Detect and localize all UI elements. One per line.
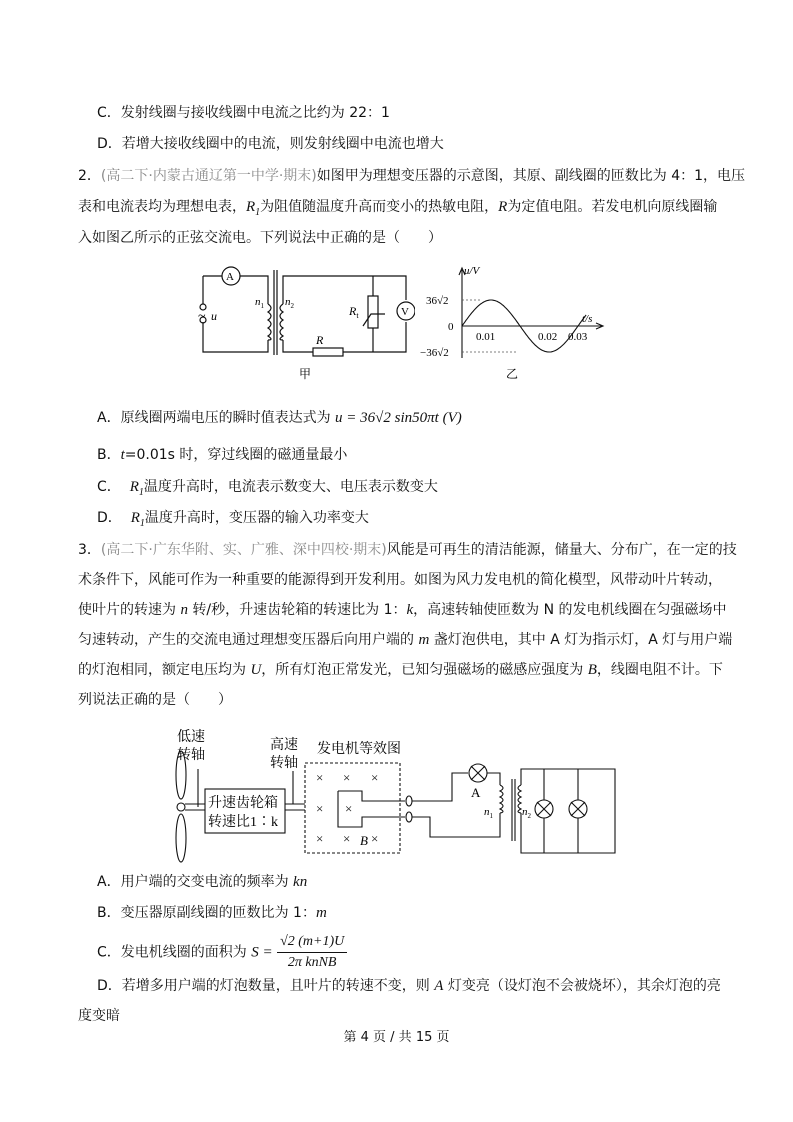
q2-option-d-text: 温度升高时，变压器的输入功率变大	[144, 510, 369, 526]
thermistor-icon	[368, 296, 378, 328]
lamp-a-label: A	[471, 785, 481, 800]
generator-title: 发电机等效图	[317, 742, 401, 757]
x-tick-0-03: 0.03	[568, 331, 588, 343]
q3-option-d-line2: 度变暗	[78, 1008, 120, 1024]
m-symbol-b: m	[315, 905, 327, 921]
q2-stem-line2	[78, 197, 717, 223]
q1-option-d: D．若增大接收线圈中的电流，则发射线圈中电流也增大	[97, 136, 444, 152]
q3-stem-line2: 术条件下，风能可作为一种重要的能源得到开发利用。如图为风力发电机的简化模型，风带动叶片转动，	[78, 572, 722, 588]
q3-number: 3．	[78, 542, 101, 558]
q2-option-b-text: =0.01s 时，穿过线圈的磁通量最小	[124, 447, 348, 463]
page-footer: 第 4 页 / 共 15 页	[343, 1030, 450, 1045]
u-symbol: U	[250, 662, 262, 678]
k-symbol: k	[406, 602, 414, 618]
circuit-figure-jia	[195, 260, 415, 389]
y-axis-label: u/V	[464, 265, 480, 277]
y-max-label: 36√2	[426, 295, 449, 307]
area-formula-lhs: S =	[251, 944, 273, 961]
svg-text:×: ×	[345, 801, 353, 816]
q2-number: 2．	[78, 168, 101, 184]
r-label: R	[316, 333, 324, 347]
q3-option-a: A．用户端的交变电流的频率为 kn	[97, 874, 308, 890]
area-formula-numerator: √2 (m+1)U	[277, 932, 347, 953]
r1-symbol-d: R	[130, 510, 140, 526]
q3-stem-line4: 匀速转动，产生的交流电通过理想变压器后向用户端的 m 盏灯泡供电，其中 A 灯为指示灯，A 灯与用户端	[78, 632, 733, 648]
r-symbol: R	[498, 199, 508, 215]
q3-option-b: B．变压器原副线圈的匝数比为 1：m	[97, 905, 327, 921]
svg-text:×: ×	[316, 831, 324, 846]
area-formula-denominator: 2π knNB	[287, 955, 337, 970]
q2-option-c	[97, 477, 438, 503]
ammeter-label: A	[226, 271, 234, 283]
r1-subscript-c: 1	[138, 486, 144, 498]
svg-text:×: ×	[343, 770, 351, 785]
q3-option-d-line1: D．若增多用户端的灯泡数量，且叶片的转速不变，则 A 灯变亮（设灯泡不会被烧坏），其余灯泡的亮	[97, 978, 721, 994]
x-tick-0-02: 0.02	[538, 331, 558, 343]
q2-option-c-text: 温度升高时，电流表示数变大、电压表示数变大	[143, 479, 438, 495]
r1-symbol: R	[246, 199, 256, 215]
voltmeter-label: V	[401, 306, 409, 318]
high-speed-label-1: 高速	[270, 738, 298, 753]
waveform-figure-yi	[420, 262, 610, 391]
figure-caption-jia: 甲	[299, 367, 312, 381]
ac-source-symbol: ~	[198, 309, 206, 324]
r1-symbol-c: R	[129, 479, 139, 495]
low-speed-label-1: 低速	[177, 730, 205, 745]
x-tick-0-01: 0.01	[476, 331, 496, 343]
q3-stem-line3: 使叶片的转速为 n 转/秒，升速齿轮箱的转速比为 1：k，高速转轴使匝数为 N 的发电机线圈在匀强磁场中	[78, 602, 727, 618]
high-speed-label-2: 转轴	[270, 756, 298, 771]
y-min-label: −36√2	[420, 347, 449, 359]
area-formula-fraction	[277, 932, 347, 973]
svg-text:×: ×	[316, 801, 324, 816]
t-symbol: t	[120, 447, 125, 463]
q3-source: (高二下·广东华附、实、广雅、深中四校·期末)	[100, 542, 387, 558]
n2-label: $n_2$	[285, 296, 294, 310]
resistor-r-icon	[313, 348, 343, 356]
q2-option-b: B．t=0.01s 时，穿过线圈的磁通量最小	[97, 447, 348, 463]
q3-stem-line1	[78, 540, 737, 560]
b-symbol: B	[587, 662, 597, 678]
hub-icon	[177, 803, 185, 811]
source-voltage-label: u	[211, 309, 217, 323]
r1-subscript: 1	[255, 206, 261, 218]
gearbox-label-1: 升速齿轮箱	[208, 796, 278, 811]
q3-n1-label: $n_1$	[484, 806, 493, 820]
q2-option-d-label: D．	[97, 510, 122, 526]
q2-stem-line1	[78, 166, 745, 186]
gearbox-label-2: 转速比1∶k	[208, 815, 278, 830]
q3-stem-line6: 列说法正确的是（ ）	[78, 692, 232, 708]
q2-option-a-text: A．原线圈两端电压的瞬时值表达式为	[97, 410, 336, 426]
q3-stem-text1: 风能是可再生的清洁能源，储量大、分布广，在一定的技	[386, 542, 737, 558]
svg-text:×: ×	[371, 831, 379, 846]
svg-text:×: ×	[316, 770, 324, 785]
q2-stem-text2c: 为定值电阻。若发电机向原线圈输	[507, 199, 718, 215]
q3-option-c: C．发电机线圈的面积为 S = $\frac{√2 (m+1)U}{\text{2π knNB}}$	[97, 932, 347, 972]
m-symbol: m	[418, 632, 430, 648]
q2-source: (高二下·内蒙古通辽第一中学·期末)	[100, 168, 317, 184]
q3-n2-label: $n_2$	[522, 806, 531, 820]
q2-stem-text2a: 表和电流表均为理想电表，	[78, 199, 246, 215]
q2-option-c-label: C．	[97, 479, 121, 495]
q1-option-c: C．发射线圈与接收线圈中电流之比约为 22：1	[97, 105, 390, 121]
lamp-a-symbol: A	[434, 978, 444, 994]
r1-subscript-d: 1	[139, 517, 145, 529]
x-axis-label: t/s	[582, 313, 593, 325]
low-speed-label-2: 转轴	[177, 748, 205, 763]
n1-label: $n_1$	[255, 296, 264, 310]
q2-option-a-formula: u = 36√2 sin50πt (V)	[335, 410, 462, 426]
n-symbol: n	[180, 602, 188, 618]
origin-label: 0	[448, 321, 454, 333]
rt-label: $R_t$	[349, 304, 359, 320]
magnetic-field-crosses	[316, 770, 378, 846]
wind-generator-figure	[160, 725, 620, 871]
q2-option-a	[97, 408, 462, 428]
kn-symbol: kn	[293, 874, 308, 890]
q3-stem-line5: 的灯泡相同，额定电压均为 U，所有灯泡正常发光，已知匀强磁场的磁感应强度为 B，线圈电阻不计。下	[78, 662, 723, 678]
q2-stem-text2b: 为阻值随温度升高而变小的热敏电阻，	[260, 199, 499, 215]
q2-option-d	[97, 508, 369, 534]
svg-text:×: ×	[343, 831, 351, 846]
figure-caption-yi: 乙	[506, 367, 519, 381]
svg-text:×: ×	[371, 770, 379, 785]
field-b-label: B	[360, 833, 368, 848]
q2-stem-text1: 如图甲为理想变压器的示意图，其原、副线圈的匝数比为 4：1，电压	[316, 168, 746, 184]
q2-stem-line3: 入如图乙所示的正弦交流电。下列说法中正确的是（ ）	[78, 230, 442, 246]
blade-bottom-icon	[176, 814, 186, 862]
